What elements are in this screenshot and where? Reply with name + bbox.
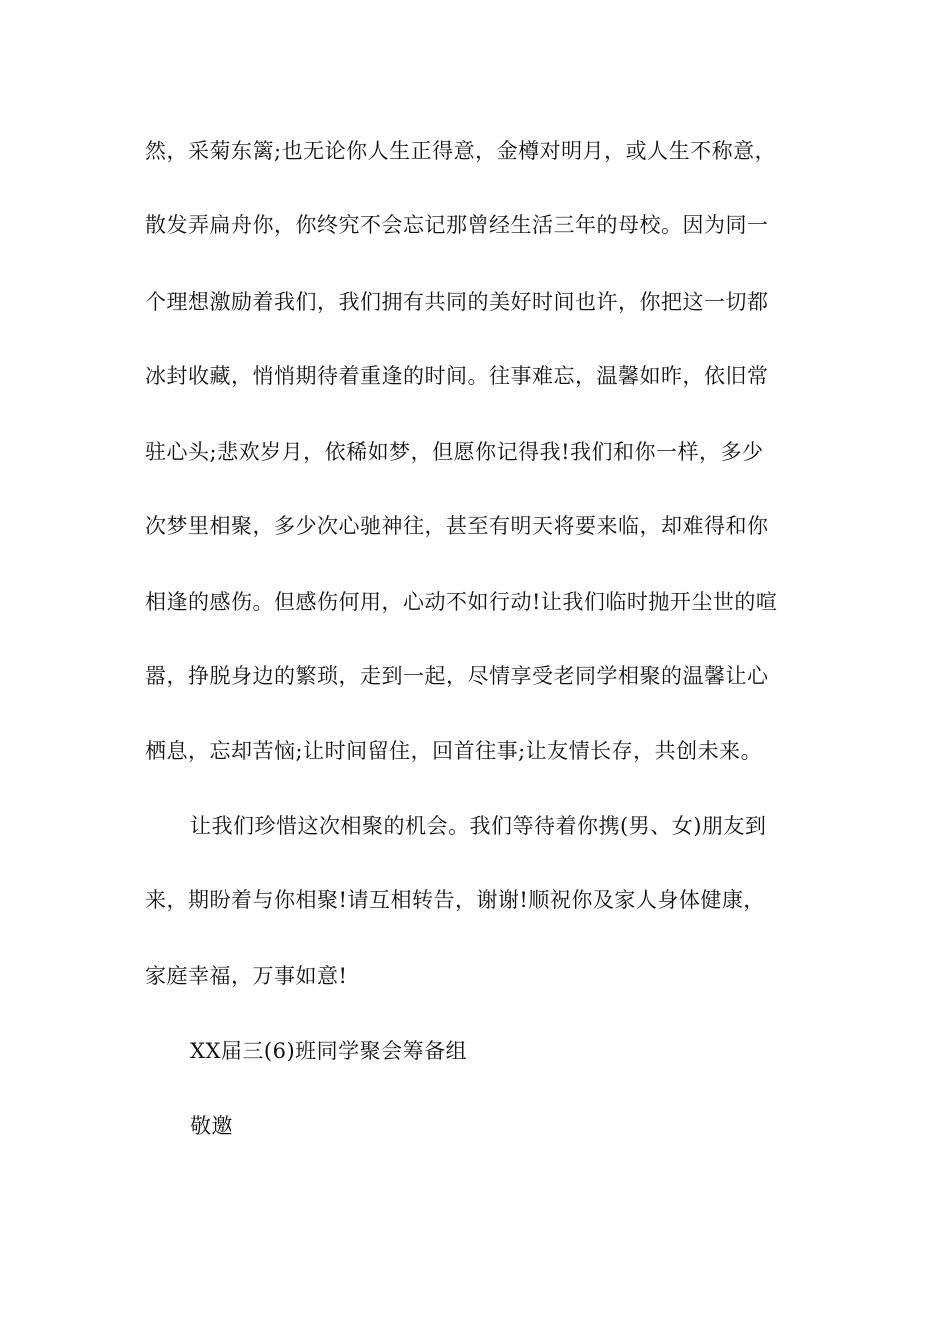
paragraph-1-line-3: 个理想激励着我们，我们拥有共同的美好时间也许，你把这一切都 [145, 290, 769, 314]
closing: 敬邀 [190, 1114, 233, 1138]
signature: XX届三(6)班同学聚会筹备组 [190, 1039, 468, 1063]
paragraph-1-line-6: 次梦里相聚，多少次心驰神往，甚至有明天将要来临，却难得和你 [145, 514, 769, 538]
paragraph-1-line-2: 散发弄扁舟你，你终究不会忘记那曾经生活三年的母校。因为同一 [145, 213, 769, 237]
paragraph-1-line-5: 驻心头;悲欢岁月，依稀如梦，但愿你记得我!我们和你一样，多少 [145, 440, 764, 464]
paragraph-2-line-3: 家庭幸福，万事如意! [145, 964, 348, 988]
paragraph-1-line-8: 嚣，挣脱身边的繁琐，走到一起，尽情享受老同学相聚的温馨让心 [145, 664, 769, 688]
paragraph-1-line-1: 然，采菊东篱;也无论你人生正得意，金樽对明月，或人生不称意， [145, 139, 777, 163]
paragraph-1-line-9: 栖息，忘却苦恼;让时间留住，回首往事;让友情长存，共创未来。 [145, 739, 763, 763]
paragraph-1-line-7: 相逢的感伤。但感伤何用，心动不如行动!让我们临时抛开尘世的喧 [145, 590, 778, 614]
paragraph-1-line-4: 冰封收藏，悄悄期待着重逢的时间。往事难忘，温馨如昨，依旧常 [145, 364, 769, 388]
paragraph-2-line-1: 让我们珍惜这次相聚的机会。我们等待着你携(男、女)朋友到 [190, 814, 767, 838]
paragraph-2-line-2: 来，期盼着与你相聚!请互相转告，谢谢!顺祝你及家人身体健康， [145, 888, 765, 912]
